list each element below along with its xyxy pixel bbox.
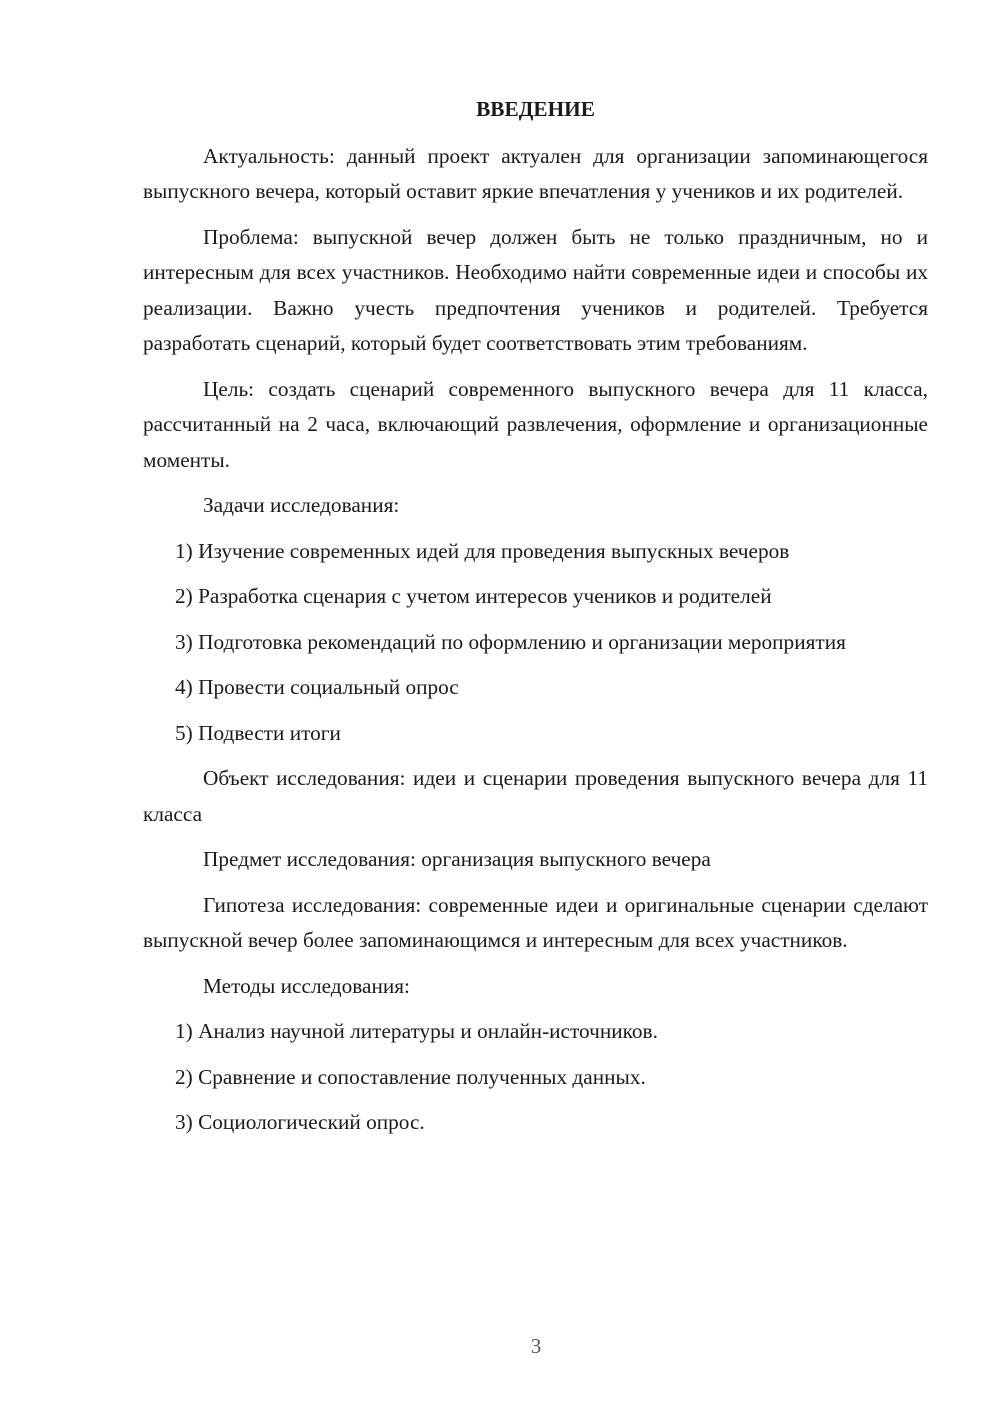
tasks-heading: Задачи исследования: (203, 493, 400, 517)
document-page (143, 92, 928, 1151)
task-item: 1) Изучение современных идей для проведения выпускных вечеров (175, 538, 790, 563)
object-paragraph: Объект исследования: идеи и сценарии проведения выпускного вечера для 11 класса (143, 766, 928, 826)
method-item: 2) Сравнение и сопоставление полученных данных. (175, 1064, 646, 1089)
task-item: 2) Разработка сценария с учетом интересов учеников и родителей (175, 584, 772, 608)
task-item: 4) Провести социальный опрос (175, 675, 459, 699)
task-item: 5) Подвести итоги (175, 720, 341, 745)
subject-paragraph: Предмет исследования: организация выпускного вечера (203, 847, 711, 871)
method-item: 3) Социологический опрос. (175, 1110, 425, 1134)
hypothesis-paragraph: Гипотеза исследования: современные идеи и оригинальные сценарии сделают выпускной вечер более запоминающимся и интересным для всех участников. (143, 892, 928, 952)
section-title: ВВЕДЕНИЕ (476, 97, 595, 121)
page-number: 3 (530, 1334, 542, 1358)
task-item: 3) Подготовка рекомендаций по оформлению и организации мероприятия (175, 629, 846, 654)
methods-heading: Методы исследования: (203, 973, 410, 998)
method-item: 1) Анализ научной литературы и онлайн-источников. (175, 1019, 658, 1043)
problem-paragraph: Проблема: выпускной вечер должен быть не только праздничным, но и интересным для всех участников. Необходимо найти современные идеи и способы их реализации. Важно учесть предпочтения учеников и родителей. Требуется разработать сценарий, который будет соответствовать этим требованиям. (143, 224, 928, 355)
relevance-paragraph: Актуальность: данный проект актуален для организации запоминающегося выпускного вечера, который оставит яркие впечатления у учеников и их родителей. (143, 143, 928, 203)
goal-paragraph: Цель: создать сценарий современного выпускного вечера для 11 класса, рассчитанный на 2 часа, включающий развлечения, оформление и организационные моменты. (143, 376, 928, 472)
